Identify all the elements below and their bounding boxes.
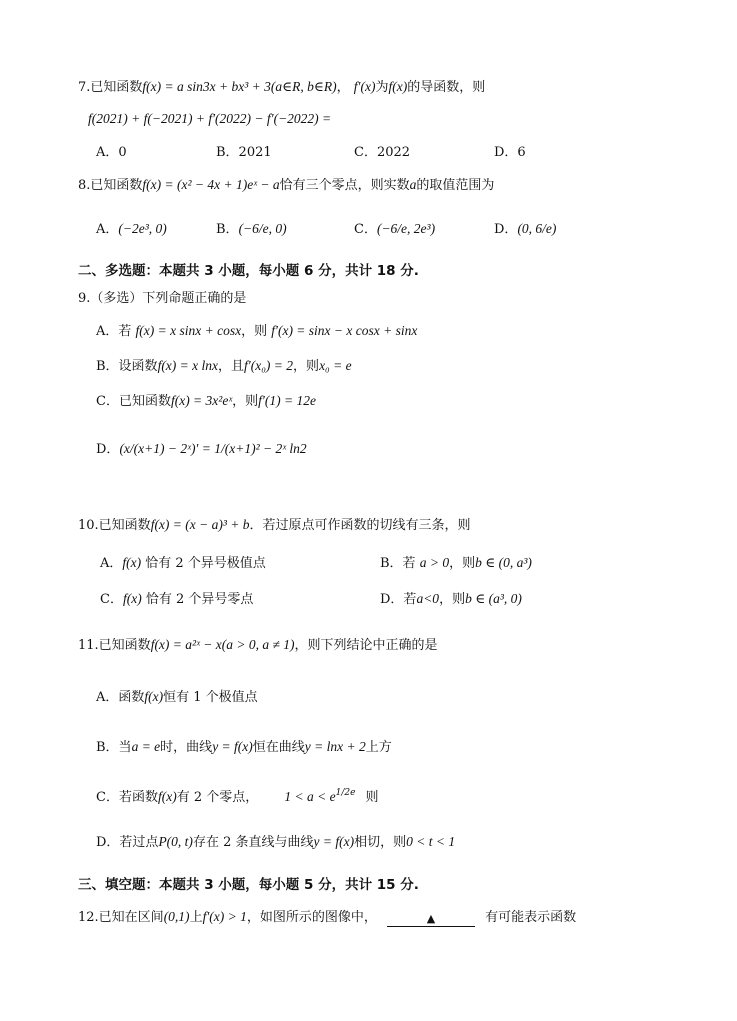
q7-option-a: A．0	[96, 145, 127, 160]
q11-option-a: A．函数f(x)恒有 1 个极值点	[96, 689, 258, 705]
q8-stem: 8.已知函数f(x) = (x² − 4x + 1)eˣ − a恰有三个零点，则实数a的取值范围为	[78, 177, 495, 193]
q7-expression: f(2021) + f(−2021) + f′(2022) − f′(−2022) =	[88, 111, 332, 126]
q12-answer-blank[interactable]	[387, 910, 475, 927]
q7-stem: 7.已知函数f(x) = a sin3x + bx³ + 3(a∈R, b∈R)， f′(x)为f(x)的导函数，则	[78, 79, 486, 95]
q10-option-d: D．若a<0，则b ∈ (a³, 0)	[380, 591, 522, 607]
q11-option-b: B．当a = e时，曲线y = f(x)恒在曲线y = lnx + 2上方	[96, 739, 392, 755]
q7-option-c: C．2022	[354, 145, 411, 160]
q10-option-b: B．若 a > 0，则b ∈ (0, a³)	[380, 555, 532, 571]
q11-option-c: C．若函数f(x)有 2 个零点， $1 < a < e^{1/2e}$ 则	[96, 788, 379, 805]
q11-option-d: D．若过点P(0, t)存在 2 条直线与曲线y = f(x)相切，则0 < t < 1	[96, 834, 456, 850]
q7-option-d: D．6	[494, 145, 526, 160]
q8-option-d: D．(0, 6/e)	[494, 221, 557, 237]
q8-option-a: A．(−2e³, 0)	[96, 221, 167, 237]
q8-option-b: B．(−6/e, 0)	[216, 221, 287, 237]
section-multiple-choice-heading: 二、多选题：本题共 3 小题，每小题 6 分，共计 18 分.	[78, 263, 419, 279]
triangle-mark-icon: ▲	[426, 912, 436, 925]
q12-stem: 12.已知在区间(0,1)上f′(x) > 1，如图所示的图像中， ▲ 有可能表示函数	[78, 909, 577, 925]
q9-option-a: A．若 f(x) = x sinx + cosx，则 f′(x) = sinx − x cosx + sinx	[96, 323, 418, 339]
q10-stem: 10.已知函数f(x) = (x − a)³ + b．若过原点可作函数的切线有三条，则	[78, 517, 471, 533]
q9-option-c: C．已知函数f(x) = 3x²eˣ，则f′(1) = 12e	[96, 393, 316, 409]
q9-stem: 9.（多选）下列命题正确的是	[78, 291, 247, 306]
q11-stem: 11.已知函数f(x) = a²ˣ − x(a > 0, a ≠ 1)，则下列结论中正确的是	[78, 637, 438, 653]
q8-option-c: C．(−6/e, 2e³)	[354, 221, 436, 237]
q9-option-b: B．设函数f(x) = x lnx，且f′(x₀) = 2，则x₀ = e	[96, 358, 352, 374]
section-fill-in-heading: 三、填空题：本题共 3 小题，每小题 5 分，共计 15 分.	[78, 877, 419, 893]
q10-option-a: A．f(x) 恰有 2 个异号极值点	[100, 555, 266, 571]
q7-option-b: B．2021	[216, 145, 272, 160]
q10-option-c: C．f(x) 恰有 2 个异号零点	[100, 591, 254, 607]
q9-option-d: D．(x/(x+1) − 2ˣ)′ = 1/(x+1)² − 2ˣ ln2	[96, 441, 307, 457]
